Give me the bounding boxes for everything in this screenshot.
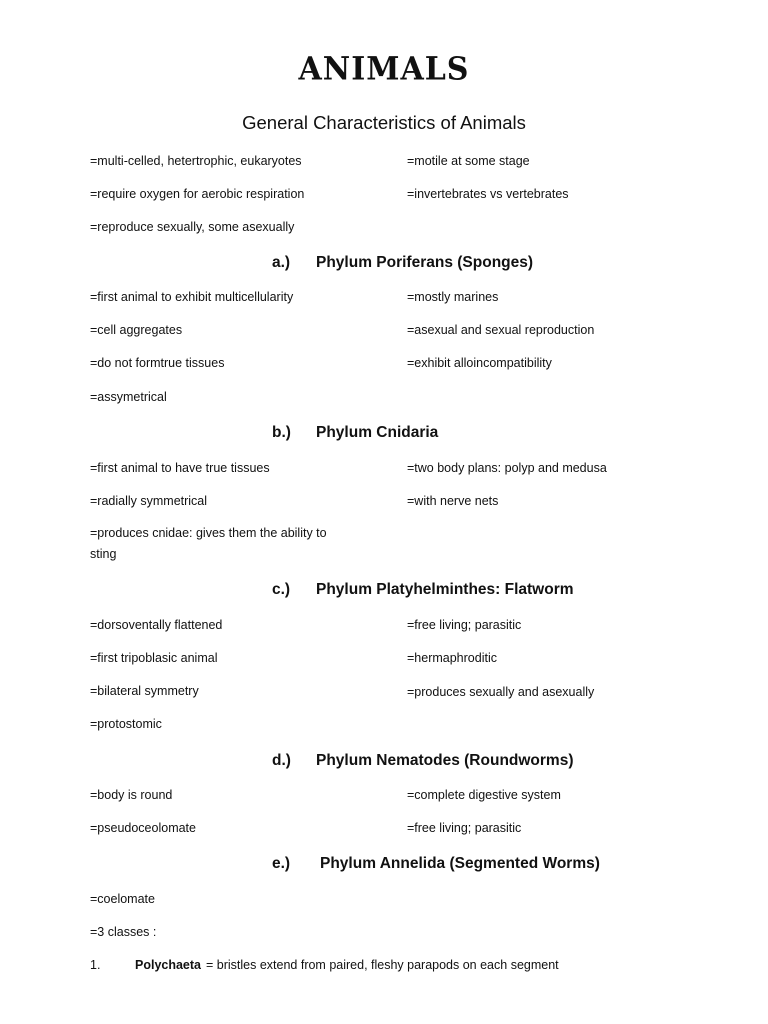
section-item: =coelomate: [90, 892, 155, 906]
section-item: =with nerve nets: [407, 494, 499, 508]
section-letter: a.): [272, 254, 291, 271]
general-item: =reproduce sexually, some asexually: [90, 220, 295, 234]
section-item: =pseudoceolomate: [90, 821, 196, 835]
numbered-item-number: 1.: [90, 958, 101, 972]
section-item: =produces sexually and asexually: [407, 685, 595, 699]
section-item: =exhibit alloincompatibility: [407, 356, 552, 370]
section-letter: b.): [272, 424, 291, 441]
section-item: =free living; parasitic: [407, 821, 522, 835]
section-item: =two body plans: polyp and medusa: [407, 461, 607, 475]
section-item: =dorsoventally flattened: [90, 618, 223, 632]
section-item: =first tripoblasic animal: [90, 651, 218, 665]
section-item: =mostly marines: [407, 290, 499, 304]
section-item: =asexual and sexual reproduction: [407, 323, 595, 337]
section-item: =body is round: [90, 788, 173, 802]
section-heading: Phylum Platyhelminthes: Flatworm: [316, 581, 574, 598]
section-item: =first animal to have true tissues: [90, 461, 270, 475]
document-title: ANIMALS: [298, 51, 470, 88]
section-item: =protostomic: [90, 717, 162, 731]
section-letter: e.): [272, 855, 291, 872]
section-item: =radially symmetrical: [90, 494, 208, 508]
general-item: =motile at some stage: [407, 154, 530, 168]
section-item: =hermaphroditic: [407, 651, 497, 665]
section-heading: Phylum Nematodes (Roundworms): [316, 752, 574, 769]
section-item: =produces cnidae: gives them the ability to: [90, 526, 327, 540]
document-subtitle: General Characteristics of Animals: [242, 112, 526, 133]
section-item: =do not formtrue tissues: [90, 356, 225, 370]
section-item: =assymetrical: [90, 390, 167, 404]
section-heading: Phylum Annelida (Segmented Worms): [320, 855, 600, 872]
section-item: =cell aggregates: [90, 323, 183, 337]
section-item: =free living; parasitic: [407, 618, 522, 632]
section-item: =complete digestive system: [407, 788, 561, 802]
section-item: sting: [90, 547, 117, 561]
general-item: =require oxygen for aerobic respiration: [90, 187, 305, 201]
general-item: =invertebrates vs vertebrates: [407, 187, 569, 201]
section-heading: Phylum Cnidaria: [316, 424, 439, 441]
section-item: =first animal to exhibit multicellularity: [90, 290, 294, 304]
numbered-item-definition: = bristles extend from paired, fleshy parapods on each segment: [206, 958, 559, 972]
section-item: =bilateral symmetry: [90, 684, 199, 698]
numbered-item-term: Polychaeta: [135, 958, 202, 972]
section-item: =3 classes :: [90, 925, 157, 939]
section-letter: c.): [272, 581, 291, 598]
general-item: =multi-celled, hetertrophic, eukaryotes: [90, 154, 302, 168]
section-heading: Phylum Poriferans (Sponges): [316, 254, 534, 271]
section-letter: d.): [272, 752, 291, 769]
